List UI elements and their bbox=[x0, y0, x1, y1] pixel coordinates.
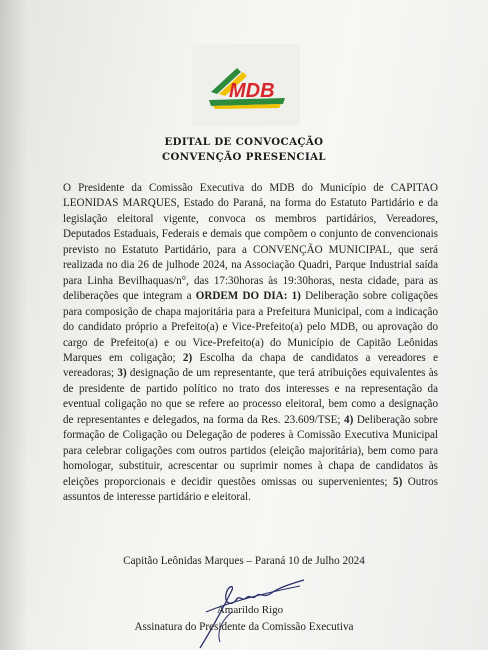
heading-line-1: EDITAL DE CONVOCAÇÃO bbox=[164, 136, 324, 148]
item-2-text: Escolha da chapa de candidatos a vereadores e vereadoras; bbox=[63, 351, 438, 380]
item-1-number: 1) bbox=[291, 290, 301, 303]
ordem-do-dia-label: ORDEM DO DIA: bbox=[195, 290, 288, 303]
item-2-number: 2) bbox=[182, 351, 193, 364]
heading-line-2: CONVENÇÃO PRESENCIAL bbox=[162, 151, 326, 163]
mdb-logo bbox=[207, 62, 287, 110]
page-shadow bbox=[0, 0, 28, 650]
item-3-number: 3) bbox=[117, 367, 127, 380]
body-paragraph bbox=[63, 181, 438, 506]
item-4-number: 4) bbox=[344, 413, 354, 426]
item-5-number: 5) bbox=[393, 475, 403, 488]
body-text-1: O Presidente da Comissão Executiva do MDB do Município de CAPITAO LEONIDAS MARQUES, Estado do Paraná, na forma do Estatuto Partidário e da legislação eleitoral vigente, convoca os membros partidários, Vereadores, Deputados Estaduais, Federais e demais que compõem o conjunto de convencionais previsto no Estatuto Partidário, para a CONVENÇÃO MUNICIPAL, que será realizada no dia 26 de julhode 2024, na Associação Quadri, Parque Industrial saída para Linha Bevilhaquas/n°, das 17:30horas às 19:30horas, nesta cidade, para as deliberações que integram a bbox=[63, 182, 438, 303]
signer-name: Amarildo Rigo bbox=[216, 604, 284, 616]
item-4-text: Deliberação sobre formação de Coligação ou Delegação de poderes à Comissão Executiva Municipal para celebrar coligações com outros partidos (eleição majoritária), bem como para homologar, substituir, acrescentar ou suprimir nomes à chapa de candidatos às eleições proporcionais e decidir questões omissas ou supervenientes; bbox=[63, 413, 438, 488]
item-1-text: Deliberação sobre coligações para composição de chapa majoritária para a Prefeitura Municipal, com a indicação do candidato próprio a Prefeito(a) e Vice-Prefeito(a) pelo MDB, ou aprovação do cargo de Prefeito(a) e ou Vice-Prefeito(a) do Município de Capitão Leônidas Marques em coligação; bbox=[63, 290, 438, 364]
signer-role: Assinatura do Presidente da Comissão Executiva bbox=[134, 621, 354, 633]
place-date-line: Capitão Leônidas Marques – Paraná 10 de Julho 2024 bbox=[123, 555, 365, 567]
logo-text: MDB bbox=[229, 80, 275, 102]
item-5-text: Outros assuntos de interesse partidário e eleitoral. bbox=[63, 475, 438, 504]
item-3-text: designação de um representante, que terá atribuições equivalentes às de presidente de partido político no trato dos interesses e na representação da eventual coligação no que se refere ao processo eleitoral, bem como a designação de representantes e delegados, na forma da Res. 23.609/TSE; bbox=[63, 367, 438, 426]
